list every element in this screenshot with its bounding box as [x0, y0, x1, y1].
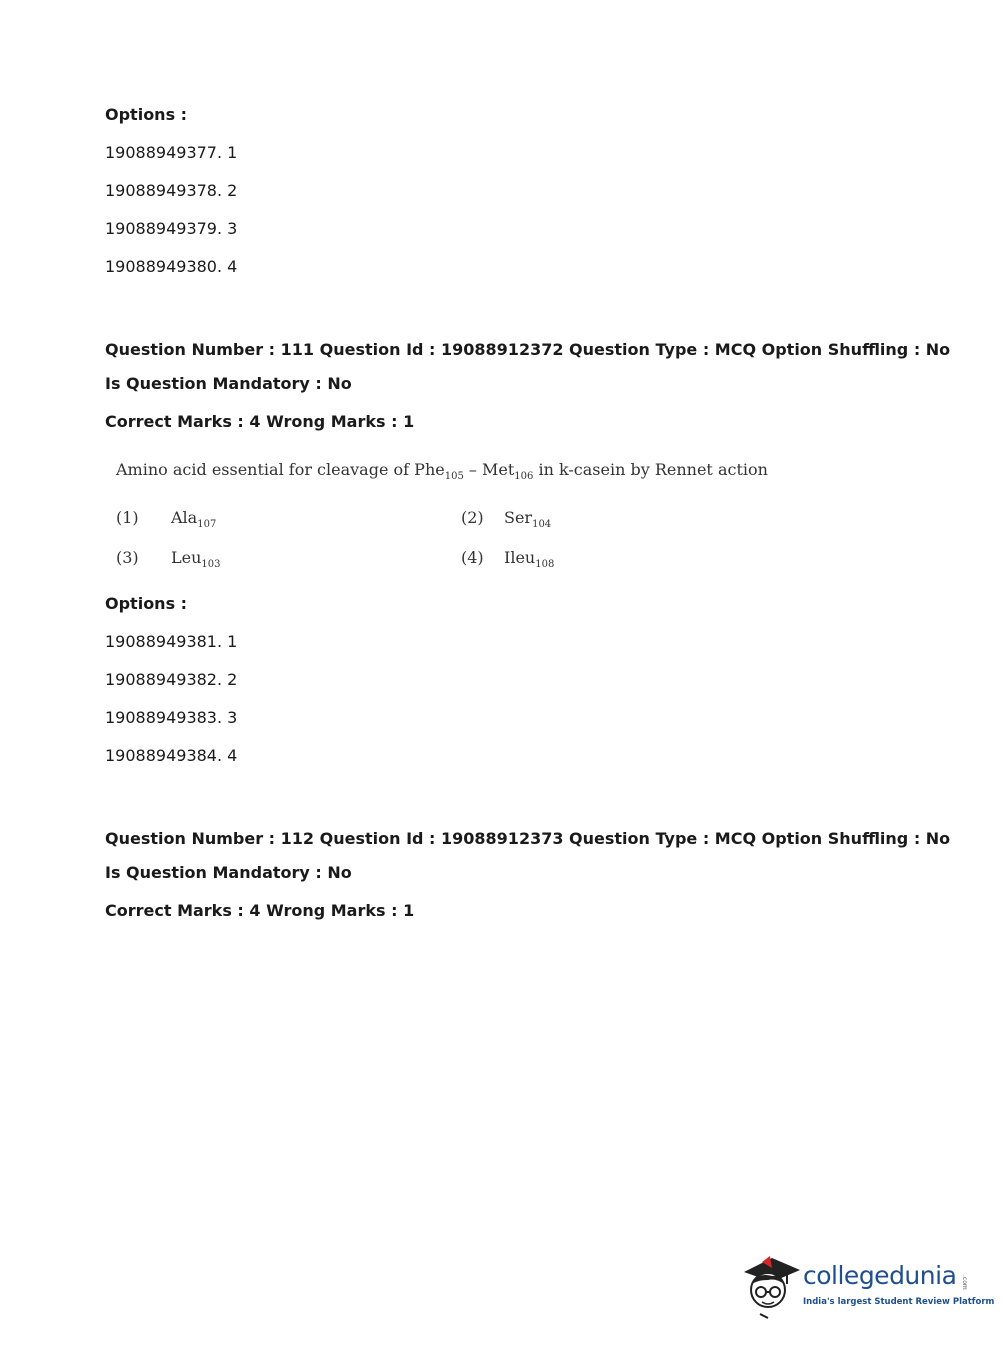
options-label: Options :: [105, 594, 188, 613]
stem-suffix: in k-casein by Rennet action: [538, 460, 768, 479]
choice-text: Ser$_{104}$: [504, 508, 552, 530]
options-label: Options :: [105, 105, 188, 124]
choice-text: Ileu$_{108}$: [504, 548, 555, 570]
option-item: 19088949378. 2: [105, 181, 238, 200]
stem-prefix: Amino acid essential for cleavage of: [116, 460, 410, 479]
stem-phe: Phe$_{105}$: [414, 460, 464, 482]
option-item: 19088949379. 3: [105, 219, 238, 238]
logo-dotcom: .com: [961, 1275, 968, 1290]
question-header: Question Number : 111 Question Id : 19088912372 Question Type : MCQ Option Shuffling : No: [105, 340, 951, 359]
option-item: 19088949380. 4: [105, 257, 238, 276]
question-mandatory: Is Question Mandatory : No: [105, 863, 352, 882]
choice-number: (1): [116, 508, 139, 527]
question-stem: [116, 459, 768, 488]
choice-number: (2): [461, 508, 484, 527]
logo-tagline: India's largest Student Review Platform: [803, 1297, 995, 1307]
choice-number: (4): [461, 548, 484, 567]
choice-text: Leu$_{103}$: [171, 548, 221, 570]
question-mandatory: Is Question Mandatory : No: [105, 374, 352, 393]
option-item: 19088949382. 2: [105, 670, 238, 689]
option-item: 19088949381. 1: [105, 632, 238, 651]
option-item: 19088949384. 4: [105, 746, 238, 765]
stem-met: Met$_{106}$: [481, 460, 534, 482]
question-marks: Correct Marks : 4 Wrong Marks : 1: [105, 901, 415, 920]
choice-number: (3): [116, 548, 139, 567]
question-marks: Correct Marks : 4 Wrong Marks : 1: [105, 412, 415, 431]
stem-dash: –: [463, 460, 482, 479]
option-item: 19088949377. 1: [105, 143, 238, 162]
choice-text: Ala$_{107}$: [171, 508, 217, 530]
logo-wordmark: collegedunia: [803, 1261, 957, 1290]
option-item: 19088949383. 3: [105, 708, 238, 727]
question-header: Question Number : 112 Question Id : 19088912373 Question Type : MCQ Option Shuffling : No: [105, 829, 951, 848]
